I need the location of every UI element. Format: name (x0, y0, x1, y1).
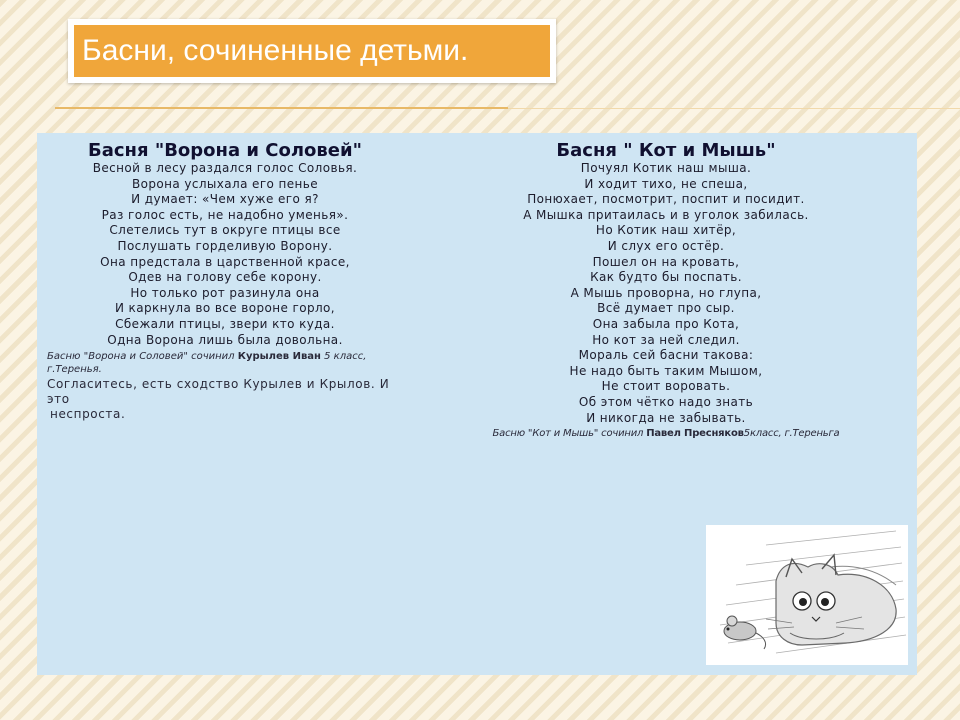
fable-line: Она забыла про Кота, (592, 316, 740, 331)
fable-line: И каркнула во все вороне горло, (114, 301, 336, 316)
cat-and-mouse-sketch-icon (706, 525, 908, 665)
fable-line: Понюхает, посмотрит, поспит и посидит. (527, 192, 805, 207)
title-box (68, 19, 556, 83)
fable-line: Одев на голову себе корону. (128, 270, 322, 285)
fable-line: Почуял Котик наш мыша. (580, 161, 752, 175)
fable-line: Одна Ворона лишь была довольна. (107, 332, 343, 347)
fable-credit (47, 350, 403, 376)
note-line: неспроста. (50, 407, 126, 422)
fable-line: Весной в лесу раздался голос Соловья. (92, 161, 358, 175)
credit-text: Басню "Ворона и Соловей" сочинил (47, 351, 238, 363)
fable-crow-nightingale (47, 133, 403, 422)
fable-line: Послушать горделивую Ворону. (117, 238, 333, 253)
fable-line: И думает: «Чем хуже его я? (131, 192, 319, 207)
fable-title: Басня " Кот и Мышь" (556, 140, 776, 161)
fable-line: Ворона услыхала его пенье (131, 176, 319, 191)
fable-line: Пошел он на кровать, (592, 254, 740, 269)
title-underline (55, 107, 508, 109)
credit-text: 5класс, г.Тереньга (743, 428, 840, 440)
fable-line: И слух его остёр. (607, 238, 725, 253)
fable-title: Басня "Ворона и Соловей" (88, 140, 362, 161)
fable-line: Как будто бы поспать. (590, 270, 742, 285)
fable-line: Сбежали птицы, звери кто куда. (115, 316, 335, 331)
fable-line: Слетелись тут в округе птицы все (109, 223, 341, 238)
cat-and-mouse-sketch (706, 525, 908, 665)
slide-title: Басни, сочиненные детьми. (74, 25, 550, 77)
fable-line: Не стоит воровать. (601, 379, 731, 394)
fable-credit (481, 427, 851, 440)
fable-line: Об этом чётко надо знать (578, 394, 754, 409)
fable-line: И никогда не забывать. (586, 410, 746, 425)
fable-line: Но кот за ней следил. (592, 332, 740, 347)
fable-line: А Мышка притаилась и в уголок забилась. (523, 207, 809, 222)
fable-line: Всё думает про сыр. (597, 301, 735, 316)
fable-line: А Мышь проворна, но глупа, (570, 285, 762, 300)
credit-text: 5 класс, г.Теренья. (47, 351, 367, 376)
note-line: Согласитесь, есть сходство Курылев и Крылов. И это (47, 377, 390, 407)
fable-line: Но только рот разинула она (130, 285, 320, 300)
fable-line: Но Котик наш хитёр, (595, 223, 737, 238)
title-underline-extension (508, 108, 960, 109)
fable-line: Не надо быть таким Мышом, (569, 363, 763, 378)
credit-text: Басню "Кот и Мышь" сочинил (492, 428, 647, 440)
fable-text (481, 161, 851, 426)
fable-text (47, 161, 403, 348)
fable-cat-mouse (481, 133, 851, 440)
credit-author: Павел Пресняков (646, 428, 744, 440)
fable-line: Мораль сей басни такова: (578, 348, 754, 363)
fable-line: И ходит тихо, не спеша, (584, 176, 748, 191)
author-note (47, 377, 403, 422)
fable-line: Раз голос есть, не надобно уменья». (101, 207, 349, 222)
credit-author: Курылев Иван (237, 351, 321, 363)
fable-line: Она предстала в царственной красе, (100, 254, 350, 269)
